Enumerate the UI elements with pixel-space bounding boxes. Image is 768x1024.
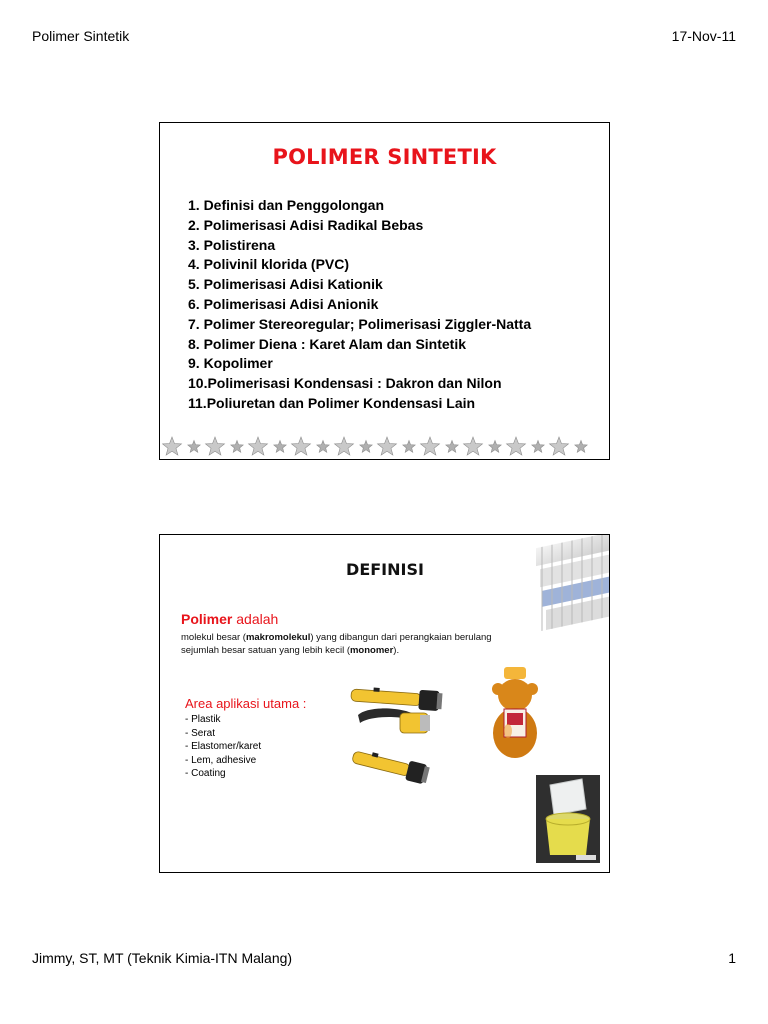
document-header-date: 17-Nov-11: [671, 28, 736, 44]
slide-title: DEFINISI: [346, 560, 424, 579]
application-area-list: [185, 713, 261, 781]
document-header-title: Polimer Sintetik: [32, 28, 130, 44]
polimer-heading: [181, 611, 278, 627]
definition-line-1: molekul besar (makromolekul) yang dibangun dari perangkaian berulang: [181, 632, 492, 643]
star-icon: [446, 441, 458, 453]
monomer-term: monomer: [349, 645, 394, 656]
page-number: 1: [728, 950, 736, 966]
star-icon: [464, 437, 483, 455]
makromolekul-term: makromolekul: [245, 632, 311, 643]
star-icon: [292, 437, 311, 455]
list-item: - Serat: [185, 727, 216, 739]
star-icon: [403, 441, 415, 453]
list-item: - Coating: [185, 768, 226, 779]
star-icon: [335, 437, 354, 455]
star-icon: [378, 437, 397, 455]
star-icon: [188, 441, 200, 453]
toc-item: 4. Polivinil klorida (PVC): [188, 256, 350, 273]
honey-bear-bottle-image: [490, 665, 540, 759]
star-icon: [421, 437, 440, 455]
list-item: - Plastik: [185, 714, 221, 725]
slide-title: POLIMER SINTETIK: [272, 145, 497, 169]
star-icon: [507, 437, 526, 455]
star-icon: [274, 441, 286, 453]
corrugated-sheets-image: [532, 535, 610, 635]
list-item: - Lem, adhesive: [185, 754, 257, 766]
star-icon: [249, 437, 268, 455]
toc-item: 2. Polimerisasi Adisi Radikal Bebas: [188, 216, 424, 233]
document-footer-author: Jimmy, ST, MT (Teknik Kimia-ITN Malang): [32, 950, 293, 966]
toc-item: 1. Definisi dan Penggolongan: [188, 197, 385, 213]
star-icon: [206, 437, 225, 455]
star-icon: [231, 441, 243, 453]
flashlight-image: [348, 675, 453, 785]
star-icon: [575, 441, 587, 453]
toc-item: 5. Polimerisasi Adisi Kationik: [188, 276, 383, 293]
polimer-definition: [181, 631, 492, 657]
toc-item: 10.Polimerisasi Kondensasi : Dakron dan Nilon: [188, 375, 502, 392]
star-icon: [317, 441, 329, 453]
star-icon: [550, 437, 569, 455]
star-icon: [489, 441, 501, 453]
plastic-bucket-image: [536, 775, 600, 863]
table-of-contents: [188, 196, 531, 414]
toc-item: 9. Kopolimer: [188, 355, 273, 372]
list-item: - Elastomer/karet: [185, 741, 262, 752]
toc-item: 6. Polimerisasi Adisi Anionik: [188, 295, 379, 312]
polimer-word: Polimer: [181, 611, 233, 627]
slide-polimer-sintetik: [159, 122, 610, 460]
adalah-word: adalah: [232, 611, 279, 627]
slide-definisi: [159, 534, 610, 873]
toc-item: 11.Poliuretan dan Polimer Kondensasi Lain: [188, 394, 476, 411]
definition-line-2: sejumlah besar satuan yang lebih kecil (monomer).: [181, 645, 400, 656]
toc-item: 7. Polimer Stereoregular; Polimerisasi Ziggler-Natta: [188, 315, 532, 332]
toc-item: 3. Polistirena: [188, 236, 276, 253]
application-area-heading: Area aplikasi utama :: [185, 696, 307, 711]
star-icon: [360, 441, 372, 453]
star-icon: [163, 437, 182, 455]
star-border-icon: [162, 435, 606, 459]
star-icon: [532, 441, 544, 453]
toc-item: 8. Polimer Diena : Karet Alam dan Sintetik: [188, 335, 467, 352]
